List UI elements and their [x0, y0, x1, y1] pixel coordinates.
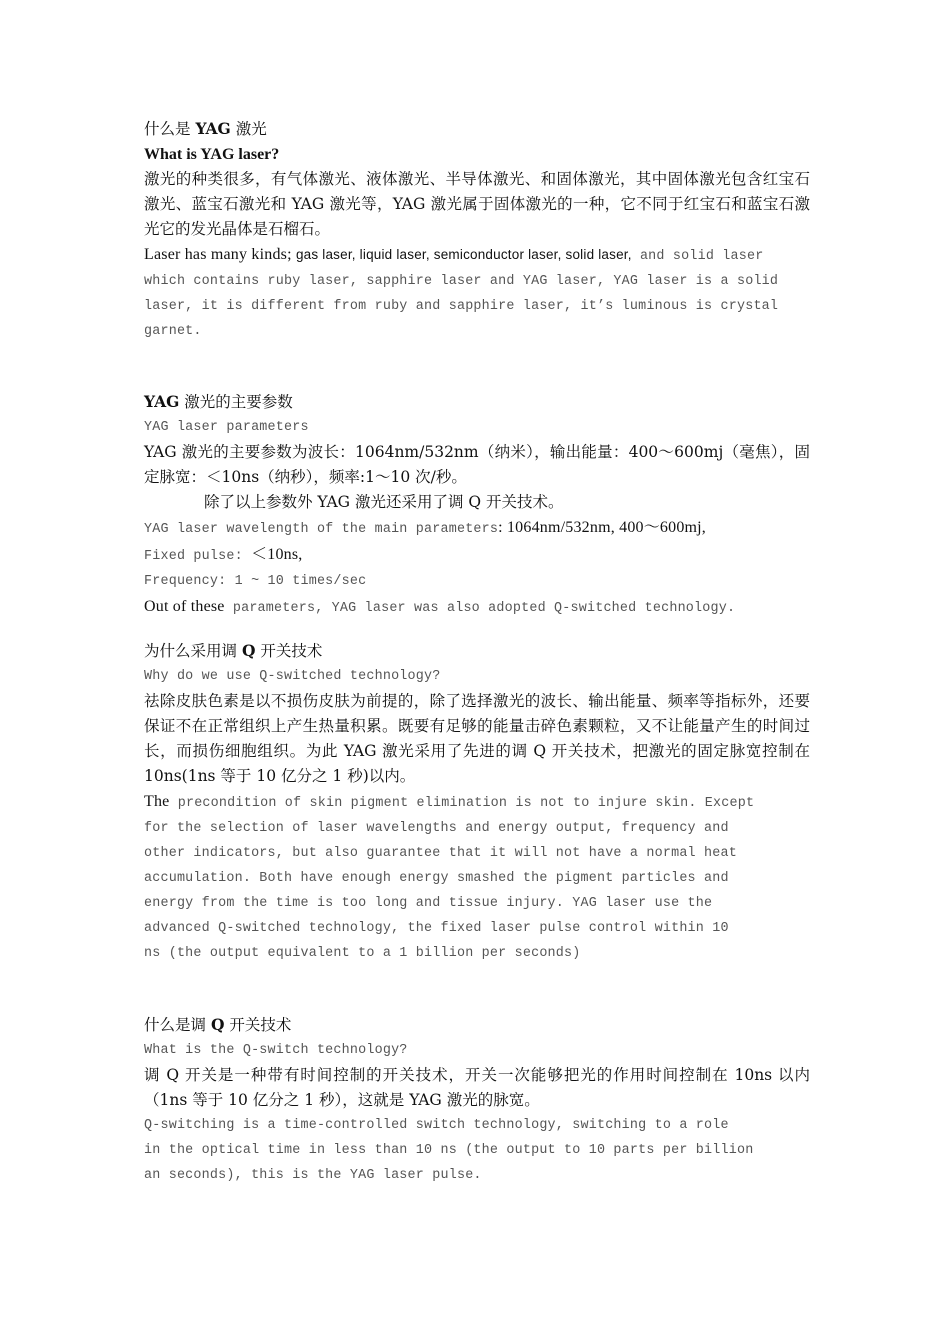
paragraph-en-line: Out of these parameters, YAG laser was also adopted Q-switched technology.	[144, 598, 736, 616]
paragraph-en-line: which contains ruby laser, sapphire laser and YAG laser, YAG laser is a solid	[144, 274, 779, 289]
paragraph-en-line: in the optical time in less than 10 ns (the output to 10 parts per billion	[144, 1143, 754, 1158]
paragraph-cn: 祛除皮肤色素是以不损伤皮肤为前提的，除了选择激光的波长、输出能量、频率等指标外，还要保证不在正常组织上产生热量积累。既要有足够的能量击碎色素颗粒，又不让能量产生的时间过长，而损伤细胞组织。为此 YAG 激光采用了先进的调 Q 开关技术，把激光的固定脉宽控制在 10ns(1ns 等于 10 亿分之 1 秒)以内。	[144, 692, 810, 785]
paragraph-en-line: advanced Q-switched technology, the fixed laser pulse control within 10	[144, 921, 729, 936]
paragraph-en-line: Frequency: 1 ~ 10 times/sec	[144, 574, 367, 589]
paragraph-en-line: ns (the output equivalent to a 1 billion per seconds)	[144, 946, 581, 961]
paragraph-cn: 激光的种类很多，有气体激光、液体激光、半导体激光、和固体激光，其中固体激光包含红宝石激光、蓝宝石激光和 YAG 激光等，YAG 激光属于固体激光的一种，它不同于红宝石和蓝宝石激光它的发光晶体是石榴石。	[144, 170, 810, 238]
paragraph-cn: YAG 激光的主要参数为波长：1064nm/532nm（纳米），输出能量：400～600mj（毫焦），固定脉宽：＜10ns（纳秒），频率:1～10 次/秒。	[144, 443, 810, 486]
paragraph-cn-indent: 除了以上参数外 YAG 激光还采用了调 Q 开关技术。	[204, 493, 564, 511]
paragraph-en-line: Q-switching is a time-controlled switch technology, switching to a role	[144, 1118, 729, 1133]
section-heading-en: Why do we use Q-switched technology?	[144, 669, 441, 684]
paragraph-en-line: garnet.	[144, 324, 202, 339]
section-what-is-q-switch	[144, 1012, 810, 1188]
paragraph-en-line: other indicators, but also guarantee that it will not have a normal heat	[144, 846, 737, 861]
paragraph-en: The precondition of skin pigment elimination is not to injure skin. Except	[144, 793, 755, 811]
section-heading-en: What is YAG laser?	[144, 146, 280, 163]
section-heading-cn: 为什么采用调 Q 开关技术	[144, 641, 323, 660]
paragraph-en-line: an seconds), this is the YAG laser pulse.	[144, 1168, 482, 1183]
paragraph-en-line: accumulation. Both have enough energy smashed the pigment particles and	[144, 871, 729, 886]
paragraph-en-line: YAG laser wavelength of the main parameters: 1064nm/532nm, 400～600mj,	[144, 519, 707, 537]
section-heading-cn: YAG 激光的主要参数	[144, 392, 293, 411]
paragraph-en: Laser has many kinds; gas laser, liquid laser, semiconductor laser, solid laser, and solid laser	[144, 246, 764, 264]
section-heading-cn: 什么是调 Q 开关技术	[144, 1015, 292, 1034]
paragraph-en-line: Fixed pulse: ＜10ns,	[144, 546, 303, 564]
section-heading-cn: 什么是 YAG 激光	[144, 119, 267, 138]
paragraph-cn: 调 Q 开关是一种带有时间控制的开关技术，开关一次能够把光的作用时间控制在 10ns 以内（1ns 等于 10 亿分之 1 秒），这就是 YAG 激光的脉宽。	[144, 1066, 810, 1109]
section-what-is-yag	[144, 116, 810, 344]
section-heading-en: YAG laser parameters	[144, 420, 309, 435]
section-heading-en: What is the Q-switch technology?	[144, 1043, 408, 1058]
section-yag-parameters	[144, 389, 810, 621]
paragraph-en-line: energy from the time is too long and tissue injury. YAG laser use the	[144, 896, 713, 911]
section-why-q-switch	[144, 638, 810, 966]
paragraph-en-line: for the selection of laser wavelengths and energy output, frequency and	[144, 821, 729, 836]
paragraph-en-line: laser, it is different from ruby and sapphire laser, it’s luminous is crystal	[144, 299, 779, 314]
